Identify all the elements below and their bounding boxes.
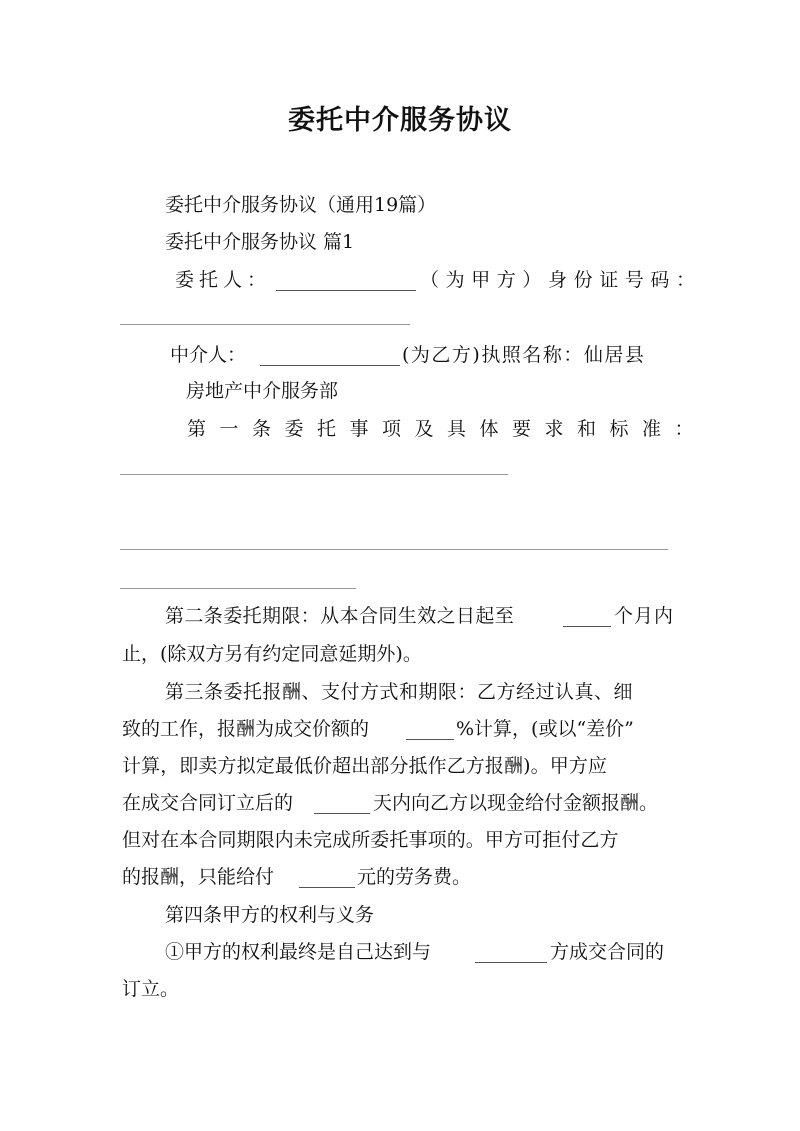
article2-months-blank: [563, 608, 611, 627]
article3-line2-pre: 致的工作，报酬为成交价额的: [122, 718, 370, 740]
article3-days-blank: [314, 795, 370, 814]
agent-name-blank: [260, 347, 400, 366]
principal-label: 委托人：: [175, 269, 272, 291]
article3-line3: 计算，即卖方拟定最低价超出部分抵作乙方报酬)。甲方应: [122, 755, 608, 777]
article3-percent-blank: [406, 721, 454, 740]
principal-id-blank: [120, 324, 410, 325]
section-heading: 委托中介服务协议 篇1: [165, 231, 355, 253]
article4-item1-cont: 订立。: [122, 978, 180, 1000]
article4-party-blank: [475, 944, 547, 963]
principal-id-label: （为甲方）身份证号码：: [420, 269, 702, 291]
document-subtitle: 委托中介服务协议（通用19篇）: [165, 194, 437, 216]
article3-line5: 但对在本合同期限内未完成所委托事项的。甲方可拒付乙方: [122, 829, 619, 851]
article1-blank-3: [120, 588, 356, 589]
article3-line4-pre: 在成交合同订立后的: [122, 792, 294, 814]
article2-line1-pre: 第二条委托期限：从本合同生效之日起至: [165, 605, 515, 627]
article1-blank-1: [120, 474, 508, 475]
article3-fee-blank: [299, 869, 355, 888]
principal-name-blank: [276, 272, 416, 291]
agent-label: 中介人：: [170, 344, 247, 366]
article3-line6-post: 元的劳务费。: [357, 866, 472, 888]
article1-heading: 第一条委托事项及具体要求和标准：: [187, 418, 708, 440]
article1-blank-2: [120, 549, 668, 550]
article3-line1: 第三条委托报酬、支付方式和期限：乙方经过认真、细: [165, 681, 634, 703]
article2-line2: 止，(除双方另有约定同意延期外)。: [122, 643, 422, 665]
article4-heading: 第四条甲方的权利与义务: [165, 904, 375, 926]
agent-license-label: (为乙方)执照名称：仙居县: [402, 344, 646, 366]
document-title: 委托中介服务协议: [288, 105, 512, 136]
article4-item1-post: 方成交合同的: [550, 941, 665, 963]
article3-line2-post: %计算，(或以“差价”: [456, 718, 634, 740]
article2-line1-post: 个月内: [614, 605, 675, 627]
agent-license-name: 房地产中介服务部: [186, 380, 339, 402]
article4-item1-pre: ①甲方的权利最终是自己达到与: [165, 941, 432, 963]
article3-line4-post: 天内向乙方以现金给付金额报酬。: [373, 792, 659, 814]
article3-line6-pre: 的报酬，只能给付: [122, 866, 275, 888]
